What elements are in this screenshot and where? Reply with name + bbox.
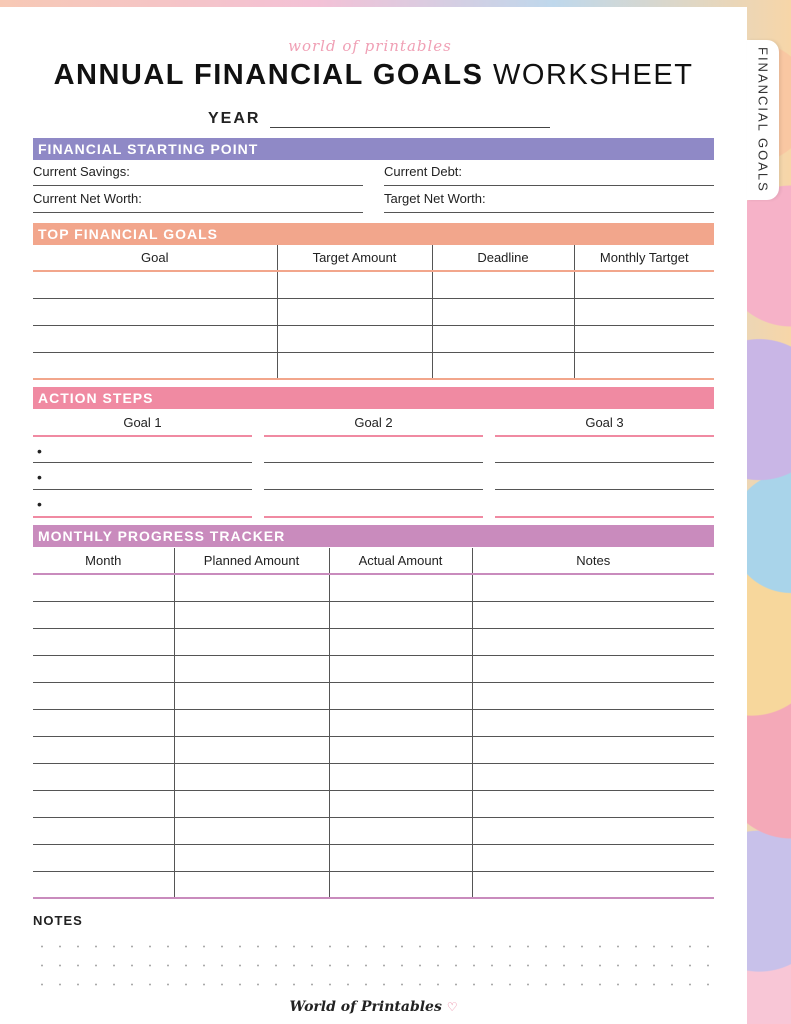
table-cell[interactable]	[33, 352, 277, 379]
table-cell[interactable]	[174, 763, 329, 790]
table-cell[interactable]	[174, 790, 329, 817]
progress-header-row	[33, 548, 714, 574]
brand-script: world of printables	[288, 37, 452, 55]
table-row	[33, 271, 714, 298]
bullet-icon: •	[37, 469, 42, 485]
action-step-line[interactable]	[33, 435, 252, 462]
table-cell[interactable]	[329, 790, 472, 817]
table-cell[interactable]	[174, 871, 329, 898]
table-cell[interactable]	[174, 655, 329, 682]
table-cell[interactable]	[329, 655, 472, 682]
table-cell[interactable]	[33, 844, 174, 871]
table-cell[interactable]	[472, 790, 714, 817]
section-progress-tracker: MONTHLY PROGRESS TRACKER	[33, 525, 714, 547]
table-row	[33, 736, 714, 763]
section-top-goals: TOP FINANCIAL GOALS	[33, 223, 714, 245]
col-goal: Goal	[33, 245, 277, 271]
table-cell[interactable]	[329, 763, 472, 790]
action-step-bottom	[264, 516, 483, 518]
action-step-line[interactable]	[264, 489, 483, 516]
progress-body	[33, 574, 714, 898]
col-planned-amount: Planned Amount	[174, 548, 329, 574]
table-cell[interactable]	[329, 574, 472, 601]
col-target-amount: Target Amount	[277, 245, 432, 271]
table-cell[interactable]	[472, 601, 714, 628]
col-notes: Notes	[472, 548, 714, 574]
footer-brand-text: World of Printables	[289, 999, 442, 1015]
table-cell[interactable]	[174, 682, 329, 709]
table-row	[33, 817, 714, 844]
table-cell[interactable]	[33, 763, 174, 790]
table-cell[interactable]	[329, 601, 472, 628]
table-cell[interactable]	[33, 790, 174, 817]
action-step-line[interactable]	[495, 462, 714, 489]
table-row	[33, 655, 714, 682]
notes-label: NOTES	[33, 913, 83, 928]
col-deadline: Deadline	[432, 245, 574, 271]
table-cell[interactable]	[329, 871, 472, 898]
table-row	[33, 682, 714, 709]
table-cell[interactable]	[174, 574, 329, 601]
table-cell[interactable]	[432, 325, 574, 352]
action-step-bottom	[495, 516, 714, 518]
table-row	[33, 628, 714, 655]
section-action-steps: ACTION STEPS	[33, 387, 714, 409]
progress-table	[33, 548, 714, 899]
table-cell[interactable]	[33, 709, 174, 736]
table-cell[interactable]	[33, 655, 174, 682]
title-light: WORKSHEET	[493, 59, 694, 91]
table-row	[33, 844, 714, 871]
table-cell[interactable]	[174, 736, 329, 763]
section-starting-point: FINANCIAL STARTING POINT	[33, 138, 714, 160]
action-step-line[interactable]	[264, 462, 483, 489]
table-cell[interactable]	[33, 325, 277, 352]
goals-table	[33, 245, 714, 380]
col-month: Month	[33, 548, 174, 574]
table-cell[interactable]	[329, 709, 472, 736]
table-row	[33, 574, 714, 601]
action-step-line[interactable]	[264, 435, 483, 462]
table-row	[33, 352, 714, 379]
year-input[interactable]	[270, 112, 550, 128]
table-cell[interactable]	[574, 298, 714, 325]
table-cell[interactable]	[33, 736, 174, 763]
table-cell[interactable]	[472, 709, 714, 736]
footer-brand	[0, 999, 747, 1015]
table-cell[interactable]	[33, 682, 174, 709]
table-row	[33, 871, 714, 898]
worksheet-page	[0, 7, 747, 1024]
table-cell[interactable]	[329, 844, 472, 871]
table-cell[interactable]	[174, 601, 329, 628]
table-cell[interactable]	[472, 574, 714, 601]
table-cell[interactable]	[33, 298, 277, 325]
table-cell[interactable]	[432, 352, 574, 379]
goals-body	[33, 271, 714, 379]
table-cell[interactable]	[33, 574, 174, 601]
table-cell[interactable]	[174, 817, 329, 844]
table-cell[interactable]	[472, 817, 714, 844]
goal-3-label: Goal 3	[585, 415, 624, 430]
table-cell[interactable]	[472, 628, 714, 655]
table-row	[33, 790, 714, 817]
table-row	[33, 709, 714, 736]
table-cell[interactable]	[277, 271, 432, 298]
action-column-goal-2	[264, 413, 483, 518]
table-cell[interactable]	[174, 844, 329, 871]
table-cell[interactable]	[472, 871, 714, 898]
action-column-goal-1	[33, 413, 252, 518]
heart-icon: ♡	[446, 1000, 458, 1014]
year-row	[208, 110, 550, 128]
table-cell[interactable]	[574, 352, 714, 379]
action-column-goal-3	[495, 413, 714, 518]
table-cell[interactable]	[174, 628, 329, 655]
table-row	[33, 298, 714, 325]
table-cell[interactable]	[33, 628, 174, 655]
bullet-icon: •	[37, 443, 42, 459]
col-monthly-target: Monthly Tartget	[574, 245, 714, 271]
table-cell[interactable]	[472, 736, 714, 763]
table-cell[interactable]	[174, 709, 329, 736]
target-net-worth-field[interactable]: Target Net Worth:	[384, 187, 714, 213]
table-cell[interactable]	[33, 817, 174, 844]
table-cell[interactable]	[329, 628, 472, 655]
table-cell[interactable]	[33, 871, 174, 898]
action-step-line[interactable]	[495, 435, 714, 462]
current-savings-field[interactable]: Current Savings:	[33, 160, 363, 186]
table-row	[33, 325, 714, 352]
goal-2-label: Goal 2	[354, 415, 393, 430]
side-tab-financial-goals[interactable]	[747, 40, 779, 200]
action-step-line[interactable]	[33, 489, 252, 516]
table-cell[interactable]	[472, 763, 714, 790]
table-row	[33, 763, 714, 790]
action-step-line[interactable]	[495, 489, 714, 516]
goal-1-label: Goal 1	[123, 415, 162, 430]
table-cell[interactable]	[574, 325, 714, 352]
table-cell[interactable]	[432, 271, 574, 298]
col-actual-amount: Actual Amount	[329, 548, 472, 574]
table-cell[interactable]	[33, 601, 174, 628]
table-cell[interactable]	[277, 298, 432, 325]
table-cell[interactable]	[432, 298, 574, 325]
table-cell[interactable]	[472, 655, 714, 682]
table-cell[interactable]	[33, 271, 277, 298]
table-cell[interactable]	[329, 682, 472, 709]
table-cell[interactable]	[472, 682, 714, 709]
table-row	[33, 601, 714, 628]
table-cell[interactable]	[329, 736, 472, 763]
table-cell[interactable]	[277, 352, 432, 379]
table-cell[interactable]	[472, 844, 714, 871]
table-cell[interactable]	[329, 817, 472, 844]
current-debt-field[interactable]: Current Debt:	[384, 160, 714, 186]
side-tab-label: FINANCIAL GOALS	[755, 47, 771, 193]
action-step-bottom	[33, 516, 252, 518]
current-net-worth-field[interactable]: Current Net Worth:	[33, 187, 363, 213]
page-title	[0, 59, 747, 92]
table-cell[interactable]	[277, 325, 432, 352]
notes-dot-grid[interactable]	[33, 937, 714, 997]
title-bold: ANNUAL FINANCIAL GOALS	[53, 59, 484, 91]
table-cell[interactable]	[574, 271, 714, 298]
bullet-icon: •	[37, 496, 42, 512]
action-step-line[interactable]	[33, 462, 252, 489]
year-label: YEAR	[208, 110, 261, 127]
goals-header-row	[33, 245, 714, 271]
